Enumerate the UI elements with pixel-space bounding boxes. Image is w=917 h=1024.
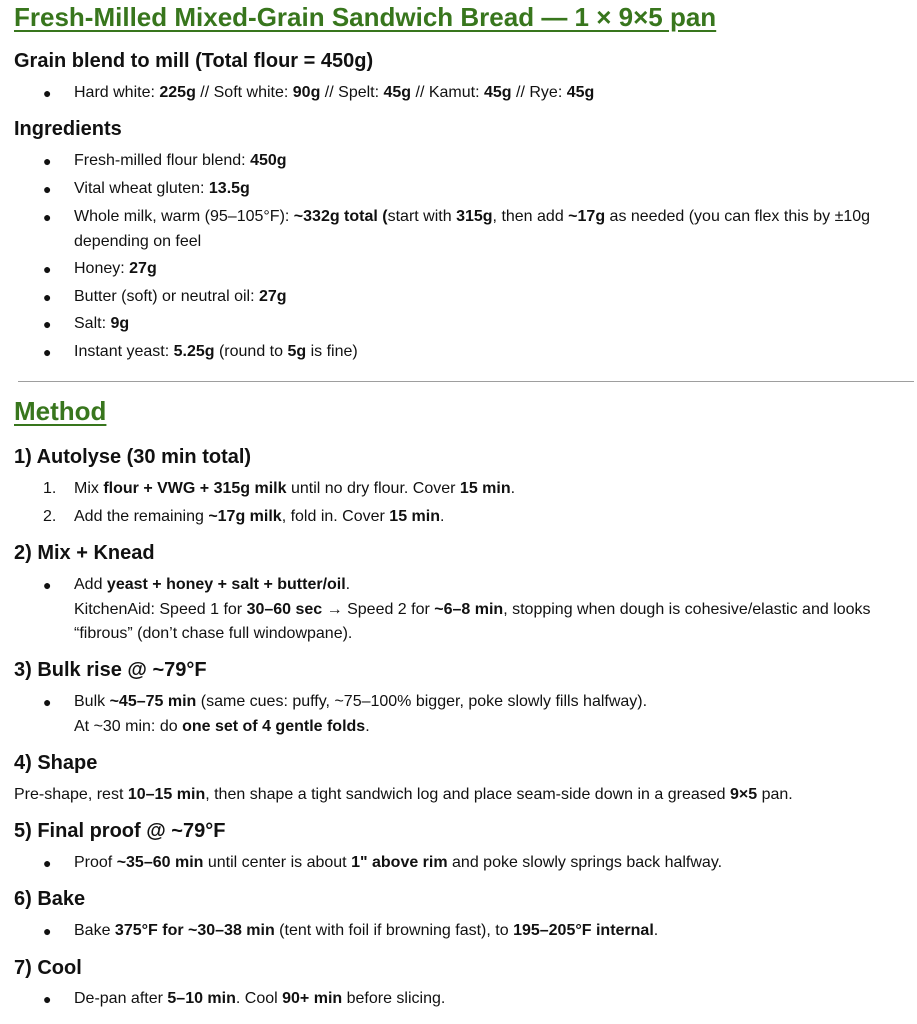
step-cool-heading: 7) Cool: [14, 957, 82, 979]
method-heading: Method: [14, 396, 107, 426]
ingredient-milk: Whole milk, warm (95–105°F): ~332g total (start with 315g, then add ~17g as needed (you can flex this by ±10g depending on feel: [74, 208, 871, 250]
bullet: ●: [43, 923, 52, 939]
list-number: 2.: [43, 508, 57, 525]
grain-blend-heading: Grain blend to mill (Total flour = 450g): [14, 50, 374, 72]
bullet: ●: [43, 991, 52, 1007]
shape-text: Pre-shape, rest 10–15 min, then shape a tight sandwich log and place seam-side down in a greased 9×5 pan.: [14, 786, 793, 803]
grain-blend-list: Hard white: 225g // Soft white: 90g // Spelt: 45g // Kamut: 45g // Rye: 45g: [74, 84, 595, 101]
bullet: ●: [43, 289, 52, 305]
step-bulk-heading: 3) Bulk rise @ ~79°F: [14, 659, 207, 681]
bullet: ●: [43, 694, 52, 710]
autolyse-step-2: Add the remaining ~17g milk, fold in. Cover 15 min.: [74, 508, 445, 525]
final-proof-text: Proof ~35–60 min until center is about 1" above rim and poke slowly springs back halfway.: [74, 854, 723, 871]
bullet: ●: [43, 316, 52, 332]
bullet: ●: [43, 85, 52, 101]
ingredient-gluten: Vital wheat gluten: 13.5g: [74, 180, 250, 197]
page-title: Fresh-Milled Mixed-Grain Sandwich Bread — 1 × 9×5 pan: [14, 2, 717, 32]
cool-text: De-pan after 5–10 min. Cool 90+ min before slicing.: [74, 990, 446, 1007]
step-proof-heading: 5) Final proof @ ~79°F: [14, 820, 226, 842]
ingredient-salt: Salt: 9g: [74, 315, 130, 332]
bullet: ●: [43, 855, 52, 871]
step-shape-heading: 4) Shape: [14, 752, 98, 774]
bullet: ●: [43, 181, 52, 197]
bulk-rise-text: Bulk ~45–75 min (same cues: puffy, ~75–100% bigger, poke slowly fills halfway). At ~30 min: do one set of 4 gentle folds.: [74, 693, 648, 735]
ingredient-honey: Honey: 27g: [74, 260, 157, 277]
bake-text: Bake 375°F for ~30–38 min (tent with foil if browning fast), to 195–205°F internal.: [74, 922, 659, 939]
ingredients-heading: Ingredients: [14, 118, 122, 140]
bullet: ●: [43, 344, 52, 360]
bullet: ●: [43, 209, 52, 225]
ingredient-yeast: Instant yeast: 5.25g (round to 5g is fine): [74, 343, 358, 360]
horizontal-divider: [18, 381, 914, 382]
ingredient-flour: Fresh-milled flour blend: 450g: [74, 152, 287, 169]
autolyse-step-1: Mix flour + VWG + 315g milk until no dry flour. Cover 15 min.: [74, 480, 516, 497]
step-mix-heading: 2) Mix + Knead: [14, 542, 155, 564]
bullet: ●: [43, 153, 52, 169]
ingredient-butter: Butter (soft) or neutral oil: 27g: [74, 288, 287, 305]
bullet: ●: [43, 577, 52, 593]
bullet: ●: [43, 261, 52, 277]
list-number: 1.: [43, 480, 57, 497]
mix-knead-text: Add yeast + honey + salt + butter/oil. KitchenAid: Speed 1 for 30–60 sec → Speed 2 for ~6–8 min, stopping when dough is cohesive/elastic and looks “fibrous” (don’t chase full windowpane).: [74, 576, 871, 642]
step-bake-heading: 6) Bake: [14, 888, 86, 910]
step-autolyse-heading: 1) Autolyse (30 min total): [14, 446, 252, 468]
